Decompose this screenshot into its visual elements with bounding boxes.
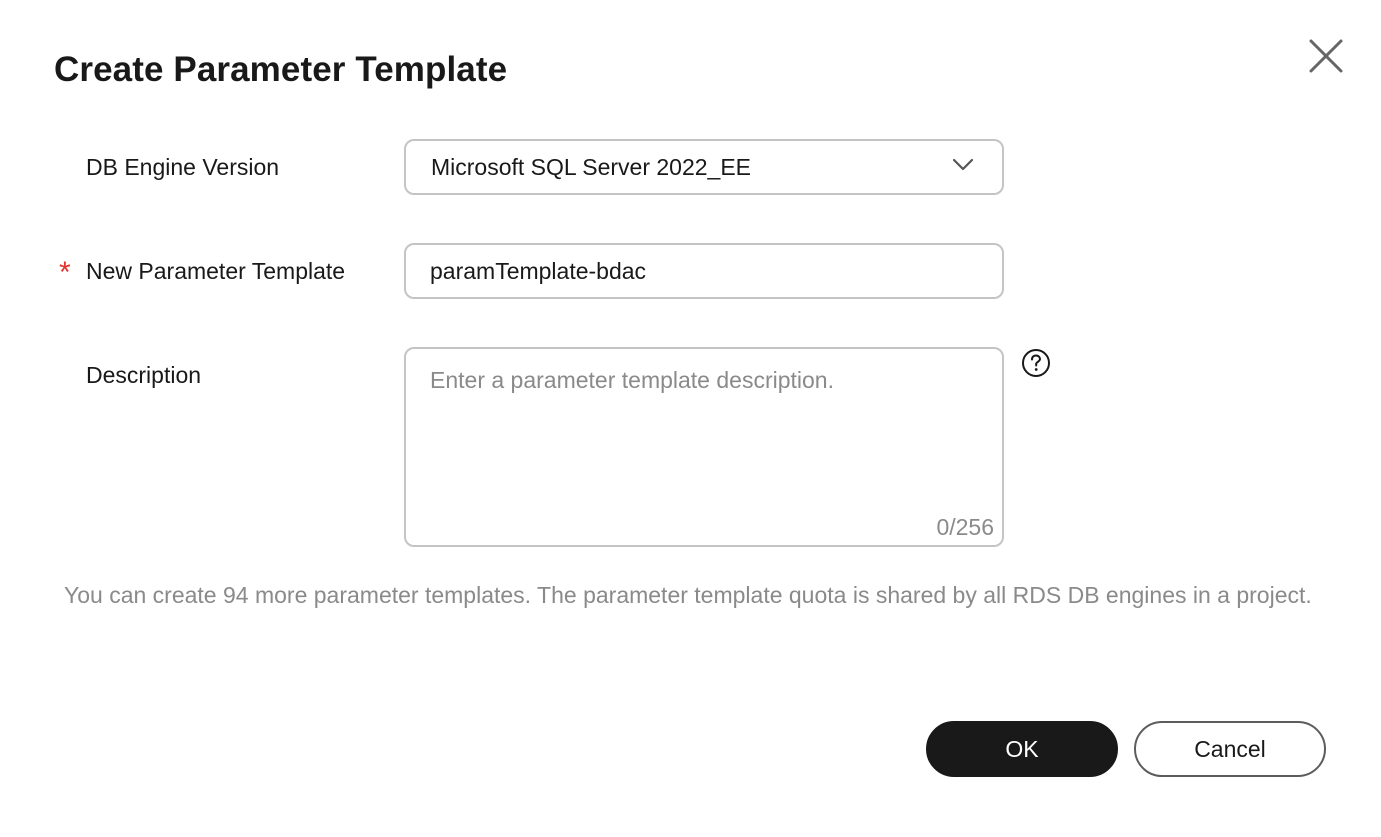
required-mark: * (59, 256, 71, 289)
close-icon (1306, 36, 1346, 76)
db-engine-version-select[interactable] (404, 139, 1004, 195)
new-parameter-template-field (404, 243, 1004, 299)
description-field (404, 347, 1004, 547)
description-textarea[interactable] (430, 367, 978, 497)
db-engine-version-label: DB Engine Version (86, 154, 280, 180)
db-engine-version-value: Microsoft SQL Server 2022_EE (431, 154, 752, 180)
description-label: Description (86, 362, 202, 388)
ok-button[interactable]: OK (926, 721, 1118, 777)
new-parameter-template-input[interactable] (430, 245, 970, 297)
new-parameter-template-label: New Parameter Template (86, 258, 346, 284)
quota-note: You can create 94 more parameter templates. The parameter template quota is shared by all RDS DB engines in a project. (64, 582, 1312, 608)
chevron-down-icon (952, 158, 974, 177)
character-counter: 0/256 (936, 514, 994, 540)
cancel-button[interactable]: Cancel (1134, 721, 1326, 777)
dialog-title: Create Parameter Template (54, 50, 508, 89)
question-circle-icon[interactable] (1021, 348, 1051, 378)
close-button[interactable] (1306, 36, 1346, 76)
